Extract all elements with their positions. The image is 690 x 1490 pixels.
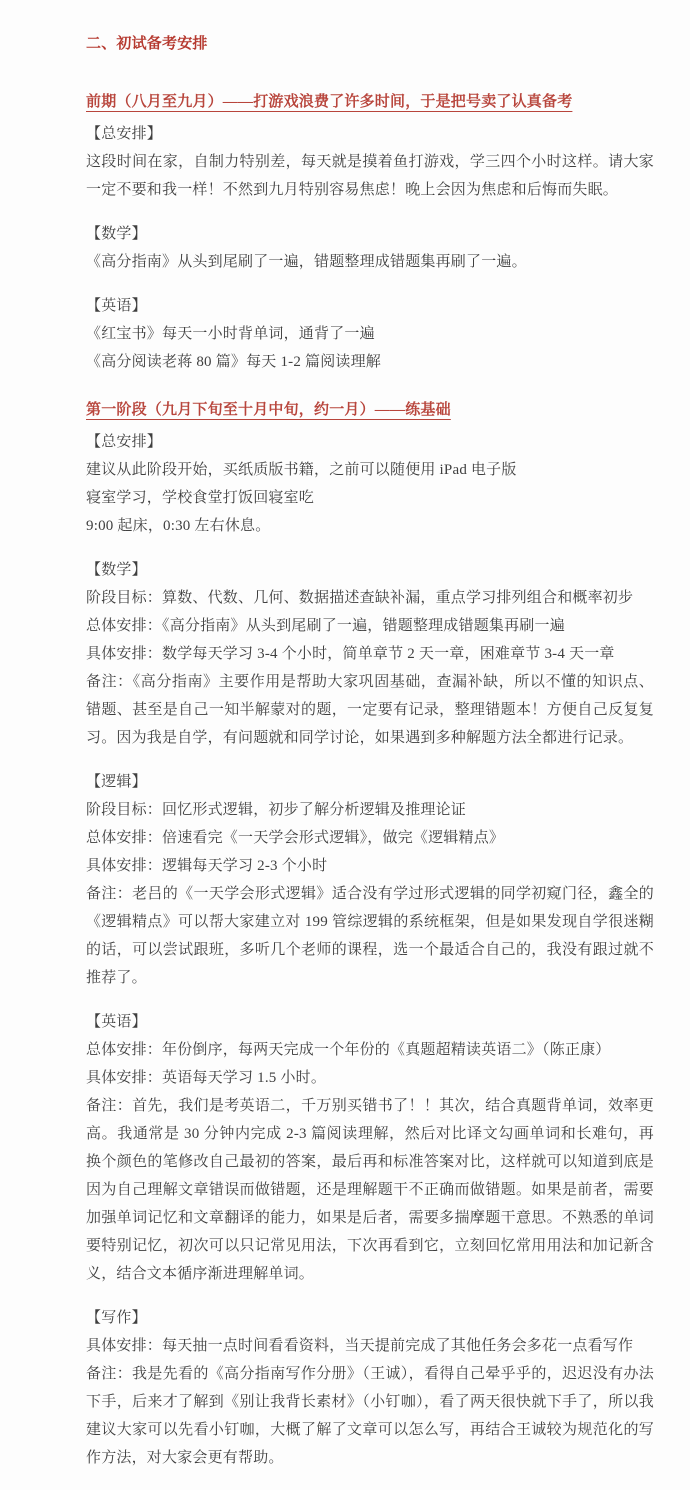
paragraph: 具体安排：数学每天学习 3-4 个小时，简单章节 2 天一章，困难章节 3-4 天一章 [86,646,615,662]
paragraph: 这段时间在家，自制力特别差，每天就是摸着鱼打游戏，学三四个小时这样。请大家一定不要和我一样！不然到九月特别容易焦虑！晚上会因为焦虑和后悔而失眠。 [86,154,654,198]
paragraph: 备注：《高分指南》主要作用是帮助大家巩固基础，查漏补缺，所以不懂的知识点、错题、甚至是自己一知半解蒙对的题，一定要有记录，整理错题本！方便自己反复复习。因为我是自学，有问题就和同学讨论，如果遇到多种解题方法全都进行记录。 [86,674,654,746]
block-overall-plan [86,120,654,204]
paragraph: 《红宝书》每天一小时背单词，通背了一遍 [86,326,375,342]
block-label: 【数学】 [86,562,147,578]
paragraph: 备注：老吕的《一天学会形式逻辑》适合没有学过形式逻辑的同学初窥门径，鑫全的《逻辑精点》可以帮大家建立对 199 管综逻辑的系统框架，但是如果发现自学很迷糊的话，可以尝试跟班，多听几个老师的课程，选一个最适合自己的，我没有跟过就不推荐了。 [86,886,654,986]
paragraph: 具体安排：逻辑每天学习 2-3 个小时 [86,858,328,874]
paragraph: 阶段目标：回忆形式逻辑，初步了解分析逻辑及推理论证 [86,802,467,818]
paragraph: 备注：首先，我们是考英语二，千万别买错书了！！其次，结合真题背单词，效率更高。我通常是 30 分钟内完成 2-3 篇阅读理解，然后对比译文勾画单词和长难句，再换个颜色的笔修改自己最初的答案，最后再和标准答案对比，这样就可以知道到底是因为自己理解文章错误而做错题，还是理解题干不正确而做错题。如果是前者，需要加强单词记忆和文章翻译的能力，如果是后者，需要多揣摩题干意思。不熟悉的单词要特别记忆，初次可以只记常见用法，下次再看到它，立刻回忆常用用法和加记新含义，结合文本循序渐进理解单词。 [86,1098,654,1282]
paragraph: 《高分阅读老蒋 80 篇》每天 1-2 篇阅读理解 [86,354,381,370]
block-label: 【逻辑】 [86,774,147,790]
doc-title: 二、初试备考安排 [86,36,208,52]
block-math [86,220,654,276]
block-english [86,1008,654,1288]
paragraph: 阶段目标：算数、代数、几何、数据描述查缺补漏，重点学习排列组合和概率初步 [86,590,634,606]
block-label: 【写作】 [86,1310,147,1326]
block-math [86,556,654,752]
block-label: 【总安排】 [86,126,163,142]
paragraph: 总体安排：年份倒序，每两天完成一个年份的《真题超精读英语二》（陈正康） [86,1042,611,1058]
section-heading: 前期（八月至九月）——打游戏浪费了许多时间，于是把号卖了认真备考 [86,94,573,110]
section-heading: 第一阶段（九月下旬至十月中旬，约一月）——练基础 [86,402,451,418]
block-writing [86,1304,654,1472]
paragraph: 《高分指南》从头到尾刷了一遍，错题整理成错题集再刷了一遍。 [86,254,527,270]
paragraph: 备注：我是先看的《高分指南写作分册》（王诚），看得自己晕乎乎的，迟迟没有办法下手，后来才了解到《别让我背长素材》（小钉咖），看了两天很快就下手了，所以我建议大家可以先看小钉咖，大概了解了文章可以怎么写，再结合王诚较为规范化的写作方法，对大家会更有帮助。 [86,1366,654,1466]
paragraph: 总体安排：倍速看完《一天学会形式逻辑》，做完《逻辑精点》 [86,830,505,846]
block-label: 【数学】 [86,226,147,242]
block-label: 【英语】 [86,298,147,314]
block-logic [86,768,654,992]
paragraph: 具体安排：每天抽一点时间看看资料，当天提前完成了其他任务会多花一点看写作 [86,1338,634,1354]
block-english [86,292,654,376]
paragraph: 建议从此阶段开始，买纸质版书籍，之前可以随便用 iPad 电子版 [86,462,517,478]
paragraph: 总体安排：《高分指南》从头到尾刷了一遍，错题整理成错题集再刷一遍 [86,618,565,634]
block-label: 【英语】 [86,1014,147,1030]
paragraph: 具体安排：英语每天学习 1.5 小时。 [86,1070,327,1086]
block-overall-plan [86,428,654,540]
paragraph: 9:00 起床，0:30 左右休息。 [86,518,271,534]
section-early-phase [86,88,654,376]
paragraph: 寝室学习，学校食堂打饭回寝室吃 [86,490,315,506]
block-label: 【总安排】 [86,434,163,450]
section-stage-one [86,396,654,1472]
